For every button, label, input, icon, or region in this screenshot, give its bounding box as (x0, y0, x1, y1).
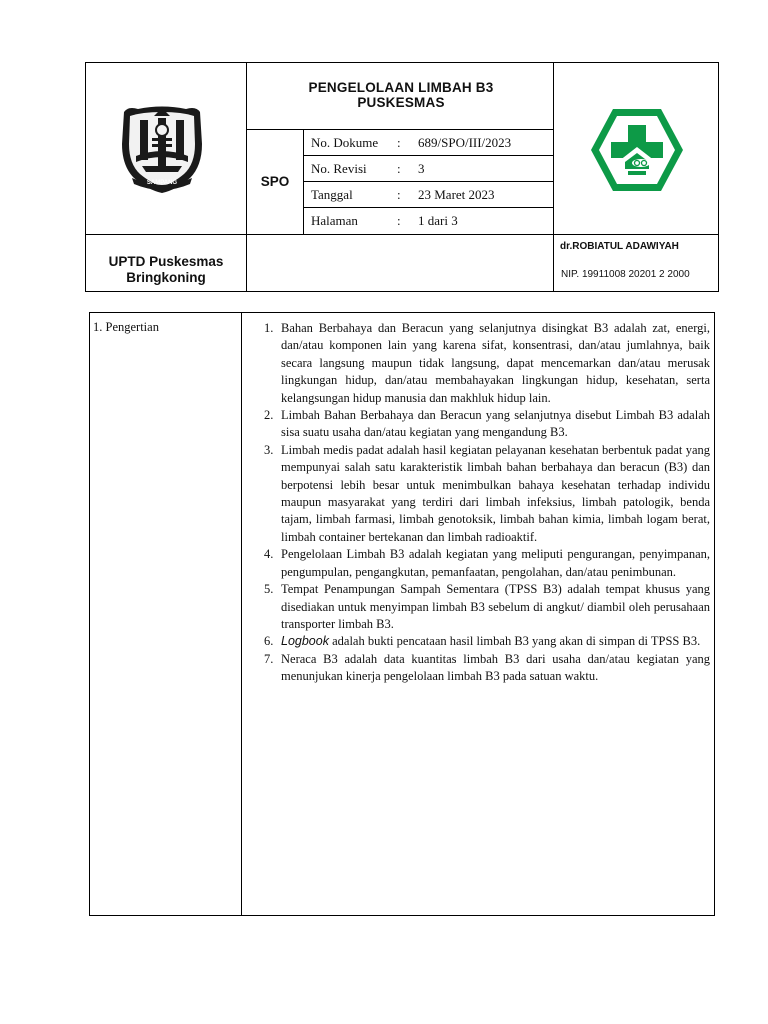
title-line-2: PUSKESMAS (357, 95, 445, 110)
signer-name: dr.ROBIATUL ADAWIYAH (560, 241, 679, 252)
field-label-doc-number: No. Dokume (311, 135, 379, 150)
field-label-date: Tanggal (311, 187, 353, 202)
list-item (260, 633, 710, 650)
definition-list (260, 320, 710, 686)
document-title (250, 80, 552, 110)
item-text: adalah bukti pencataan hasil limbah B3 yang akan di simpan di TPSS B3. (328, 634, 701, 649)
item-number: 4. (264, 547, 274, 562)
list-item (260, 407, 710, 442)
field-value-doc-number: 689/SPO/III/2023 (418, 135, 512, 150)
title-line-1: PENGELOLAAN LIMBAH B3 (308, 80, 494, 95)
list-item (260, 581, 710, 633)
field-colon: : (397, 135, 401, 150)
list-item (260, 546, 710, 581)
item-text: Neraca B3 adalah data kuantitas limbah B3 dari usaha dan/atau kegiatan yang menunjukan kinerja pengelolaan limbah B3 pada satuan waktu. (281, 651, 710, 684)
item-text: Tempat Penampungan Sampah Sementara (TPSS B3) adalah tempat khusus yang disediakan untuk menyimpan limbah B3 sebelum di angkut/ diambil oleh perusahaan transporter limbah B3. (281, 582, 710, 631)
item-number: 5. (264, 582, 274, 597)
field-label-page: Halaman (311, 213, 358, 228)
field-value-date: 23 Maret 2023 (418, 187, 495, 202)
item-text: Limbah Bahan Berbahaya dan Beracun yang selanjutnya disebut Limbah B3 adalah sisa suatu usaha dan/atau kegiatan yang mengandung B3. (281, 408, 710, 440)
item-italic-term: Logbook (281, 634, 329, 649)
field-colon: : (397, 161, 401, 176)
item-number: 2. (264, 408, 274, 423)
item-number: 1. (264, 321, 274, 335)
field-colon: : (397, 213, 401, 228)
list-item (260, 320, 710, 407)
item-text: Bahan Berbahaya dan Beracun yang selanjutnya disingkat B3 adalah zat, energi, dan/atau komponen lain yang karena sifat, konsentrasi, dan/atau jumlahnya, baik secara langsung maupun tidak langsung, dapat mencemarkan dan/atau merusak lingkungan hidup, dan/atau membahayakan lingkungan hidup, kesehatan, serta kelangsungan hidup manusia dan makhluk hidup lain. (281, 321, 710, 405)
organization-name (86, 254, 246, 285)
field-value-revision: 3 (418, 161, 425, 176)
puskesmas-green-cross-logo (589, 107, 685, 193)
field-label-revision: No. Revisi (311, 161, 367, 176)
regency-crest-logo (118, 104, 206, 194)
item-number: 6. (264, 634, 274, 649)
doc-type-label: SPO (260, 174, 290, 189)
signer-nip: NIP. 19911008 20201 2 2000 (561, 269, 690, 280)
list-item (260, 651, 710, 686)
item-text: Limbah medis padat adalah hasil kegiatan pelayanan kesehatan berbentuk padat yang mempunyai salah satu karakteristik limbah bahan berbahaya dan beracun (B3) dan berpotensi lebih besar untuk menimbulkan bahaya kesehatan terhadap individu maupun masyarakat yang terdiri dari limbah infeksius, limbah patologik, benda tajam, limbah farmasi, limbah genotoksik, limbah bahan kimia, limbah logam berat, limbah container bertekanan dan limbah radioaktif. (281, 442, 710, 544)
item-text: Pengelolaan Limbah B3 adalah kegiatan yang meliputi pengurangan, penyimpanan, pengumpulan, pengangkutan, pemanfaatan, pengolahan, dan/atau penimbunan. (281, 547, 710, 579)
field-colon: : (397, 187, 401, 202)
org-line-1: UPTD Puskesmas (108, 254, 224, 269)
item-number: 3. (264, 442, 274, 457)
list-item (260, 442, 710, 546)
item-number: 7. (264, 651, 274, 666)
field-value-page: 1 dari 3 (418, 213, 458, 228)
logo-text: SAMPANG (146, 180, 178, 186)
section-title: 1. Pengertian (93, 320, 159, 334)
org-line-2: Bringkoning (126, 269, 206, 285)
